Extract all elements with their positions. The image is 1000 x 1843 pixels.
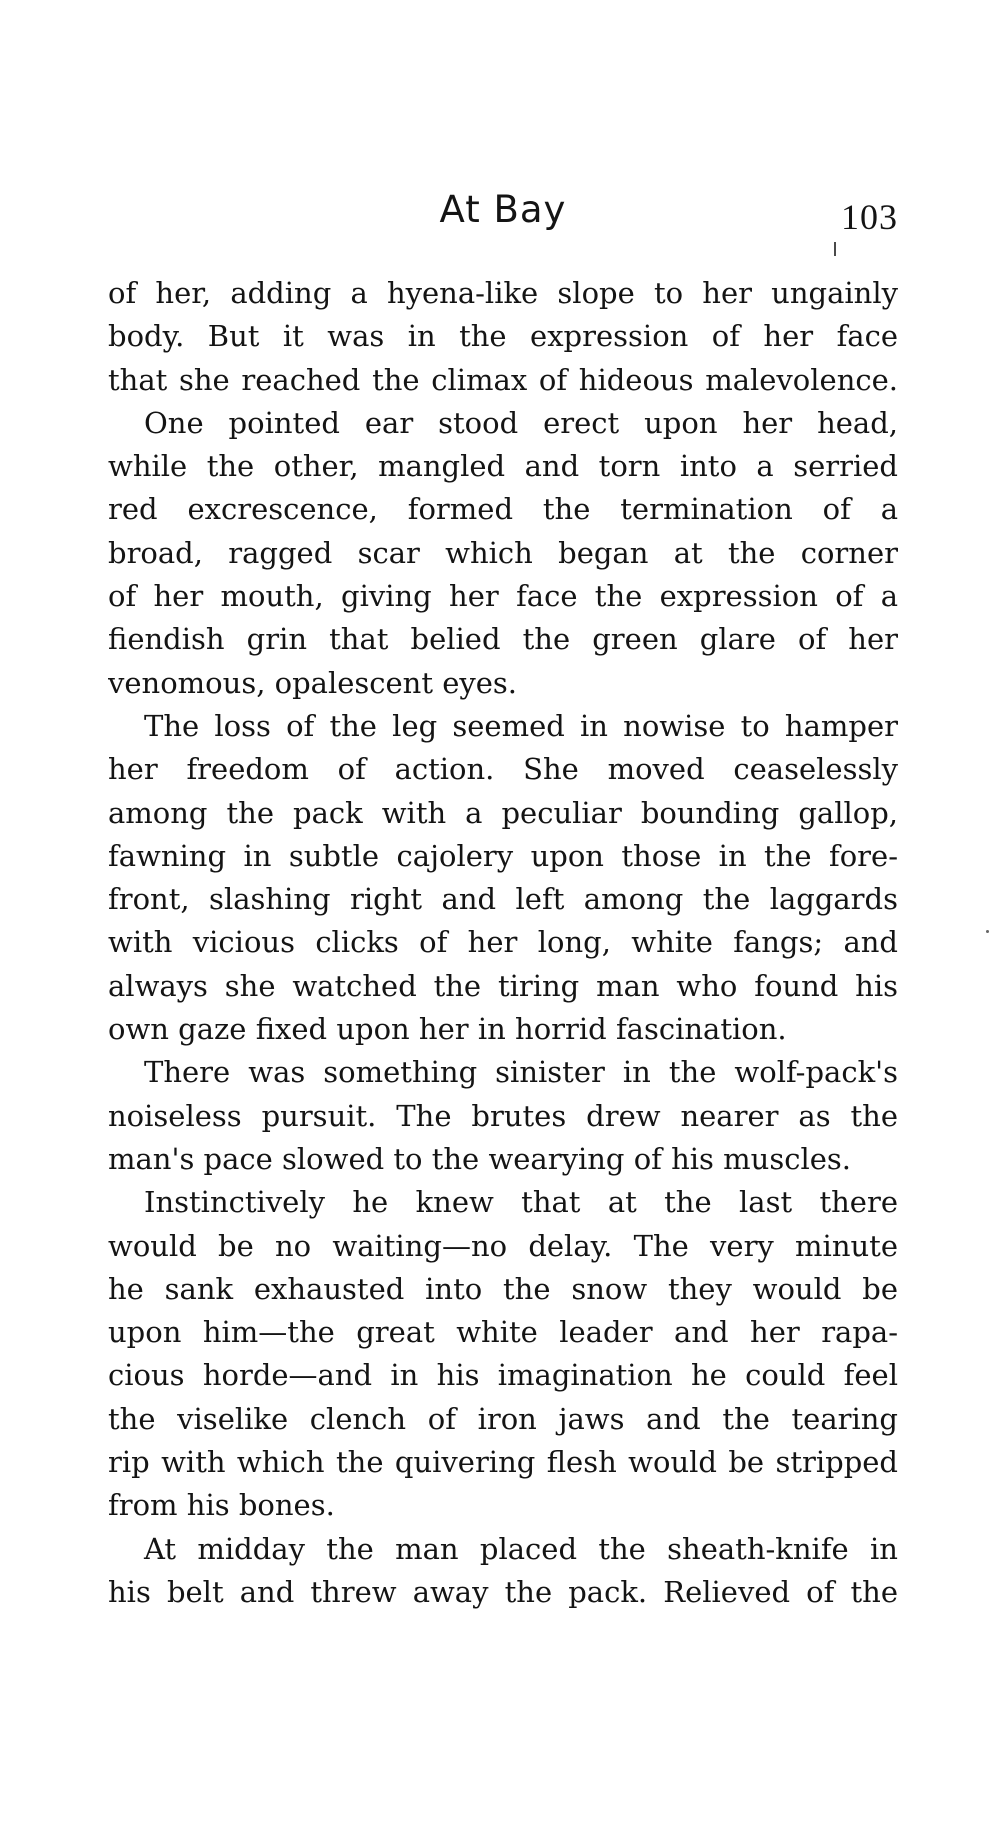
- text-line: he sank exhausted into the snow they would be: [108, 1271, 898, 1306]
- text-line: his belt and threw away the pack. Relieved of the: [108, 1574, 898, 1609]
- text-line: man's pace slowed to the wearying of his muscles.: [108, 1141, 851, 1176]
- text-line: At midday the man placed the sheath-knife in: [144, 1531, 898, 1566]
- text-line: among the pack with a peculiar bounding gallop,: [108, 795, 898, 830]
- text-line: noiseless pursuit. The brutes drew nearer as the: [108, 1098, 898, 1133]
- text-line: front, slashing right and left among the laggards: [108, 882, 898, 917]
- text-line: fiendish grin that belied the green glare of her: [108, 622, 898, 657]
- text-line: always she watched the tiring man who found his: [108, 968, 898, 1003]
- text-line: cious horde—and in his imagination he could feel: [108, 1358, 898, 1393]
- text-line: that she reached the climax of hideous malevolence.: [108, 362, 898, 397]
- text-line: body. But it was in the expression of her face: [108, 319, 898, 354]
- text-line: would be no waiting—no delay. The very minute: [108, 1228, 898, 1263]
- text-line: her freedom of action. She moved ceaselessly: [108, 752, 898, 787]
- text-line: of her mouth, giving her face the expression of a: [108, 579, 898, 614]
- running-head: [108, 188, 898, 238]
- text-line: The loss of the leg seemed in nowise to hamper: [144, 708, 898, 743]
- text-line: upon him—the great white leader and her rapa-: [108, 1315, 898, 1350]
- text-line: There was something sinister in the wolf-pack's: [144, 1055, 898, 1090]
- text-line: venomous, opalescent eyes.: [108, 665, 518, 700]
- text-line: One pointed ear stood erect upon her head,: [144, 405, 898, 440]
- print-speck: [986, 930, 989, 933]
- paragraph: [108, 1181, 898, 1527]
- text-line: red excrescence, formed the termination of a: [108, 492, 898, 527]
- page-number: 103: [841, 197, 898, 237]
- text-line: the viselike clench of iron jaws and the tearing: [108, 1401, 898, 1436]
- print-speck: [834, 242, 836, 256]
- paragraph: [108, 402, 898, 705]
- text-line: of her, adding a hyena-like slope to her ungainly: [108, 276, 898, 310]
- paragraph: [108, 1051, 898, 1181]
- paragraph: [108, 1528, 898, 1615]
- text-line: broad, ragged scar which began at the corner: [108, 535, 898, 570]
- running-title: At Bay: [439, 188, 567, 231]
- text-line: Instinctively he knew that at the last there: [144, 1185, 898, 1220]
- text-line: while the other, mangled and torn into a serried: [108, 449, 898, 484]
- paragraph: [108, 705, 898, 1051]
- text-line: from his bones.: [108, 1488, 335, 1523]
- text-line: fawning in subtle cajolery upon those in the fore-: [108, 838, 898, 873]
- body-text: [108, 272, 898, 1614]
- text-line: rip with which the quivering flesh would be stripped: [108, 1445, 898, 1480]
- paragraph: [108, 272, 898, 402]
- text-line: own gaze fixed upon her in horrid fascination.: [108, 1012, 787, 1047]
- text-line: with vicious clicks of her long, white fangs; and: [108, 925, 898, 960]
